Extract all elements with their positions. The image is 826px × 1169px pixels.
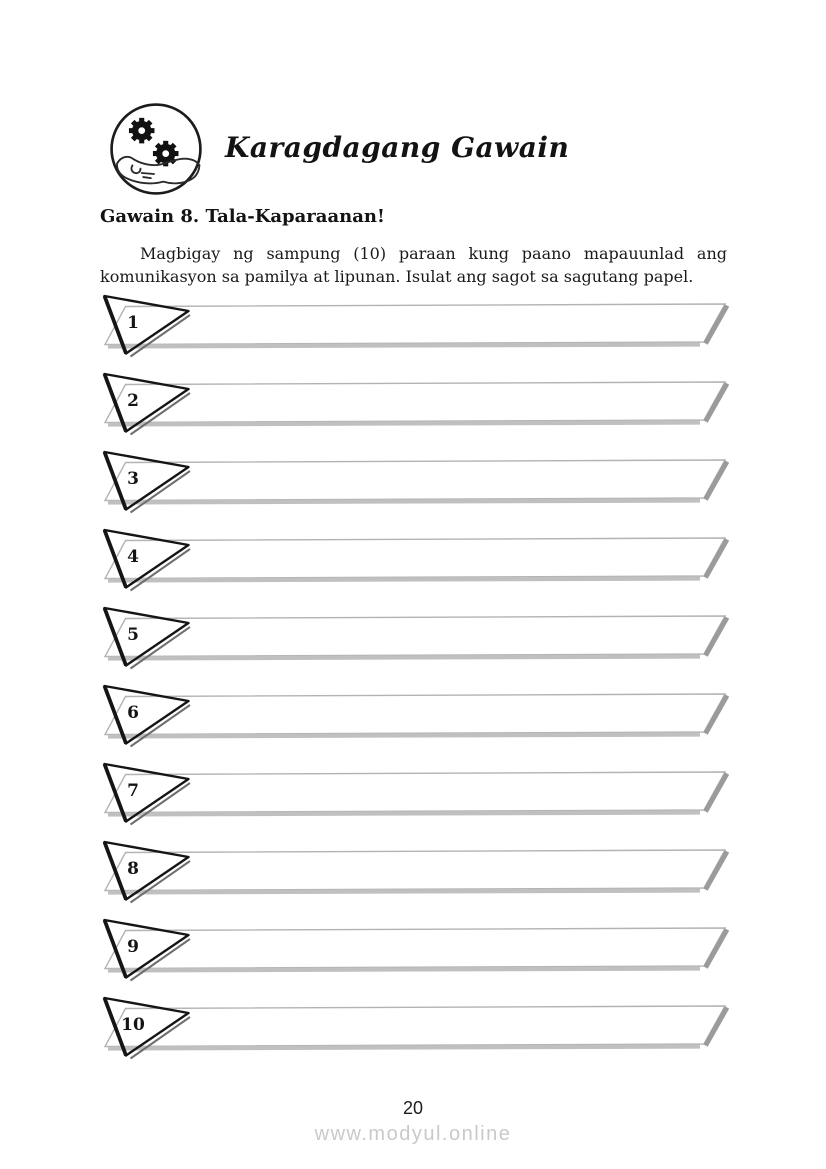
answer-number: 9 [127, 937, 139, 957]
answer-number: 8 [127, 859, 139, 879]
answer-number: 6 [127, 703, 139, 723]
answer-banner-shape [100, 448, 732, 520]
answer-banner-shape [100, 292, 732, 364]
answer-number: 1 [127, 313, 139, 333]
task-heading: Gawain 8. Tala-Kaparaanan! [100, 206, 385, 227]
answer-number: 10 [121, 1015, 145, 1035]
gears-on-hand-icon [108, 101, 204, 197]
answer-number: 5 [127, 625, 139, 645]
section-title: Karagdagang Gawain [225, 131, 570, 164]
answer-number: 3 [127, 469, 139, 489]
answer-row-5 [100, 604, 732, 676]
answer-number: 2 [127, 391, 139, 411]
answer-row-8 [100, 838, 732, 910]
answer-number: 7 [127, 781, 139, 801]
answer-number: 4 [127, 547, 139, 567]
page-number: 20 [402, 1098, 424, 1118]
watermark: www.modyul.online [314, 1123, 512, 1145]
instructions-line-1: Magbigay ng sampung (10) paraan kung paano mapauunlad ang [140, 244, 727, 263]
answer-row-3 [100, 448, 732, 520]
answer-row-9 [100, 916, 732, 988]
answer-banner-shape [100, 760, 732, 832]
answer-banner-shape [100, 916, 732, 988]
answer-row-6 [100, 682, 732, 754]
answer-banner-shape [100, 526, 732, 598]
answer-row-2 [100, 370, 732, 442]
answer-banner-shape [100, 370, 732, 442]
answer-banner-shape [100, 682, 732, 754]
task-instructions [100, 242, 727, 288]
answer-row-1 [100, 292, 732, 364]
answer-banner-shape [100, 838, 732, 910]
answer-list [100, 292, 732, 1072]
answer-row-10 [100, 994, 732, 1066]
answer-row-7 [100, 760, 732, 832]
instructions-line-2: komunikasyon sa pamilya at lipunan. Isulat ang sagot sa sagutang papel. [100, 267, 694, 286]
answer-row-4 [100, 526, 732, 598]
answer-banner-shape [100, 604, 732, 676]
answer-banner-shape [100, 994, 732, 1066]
